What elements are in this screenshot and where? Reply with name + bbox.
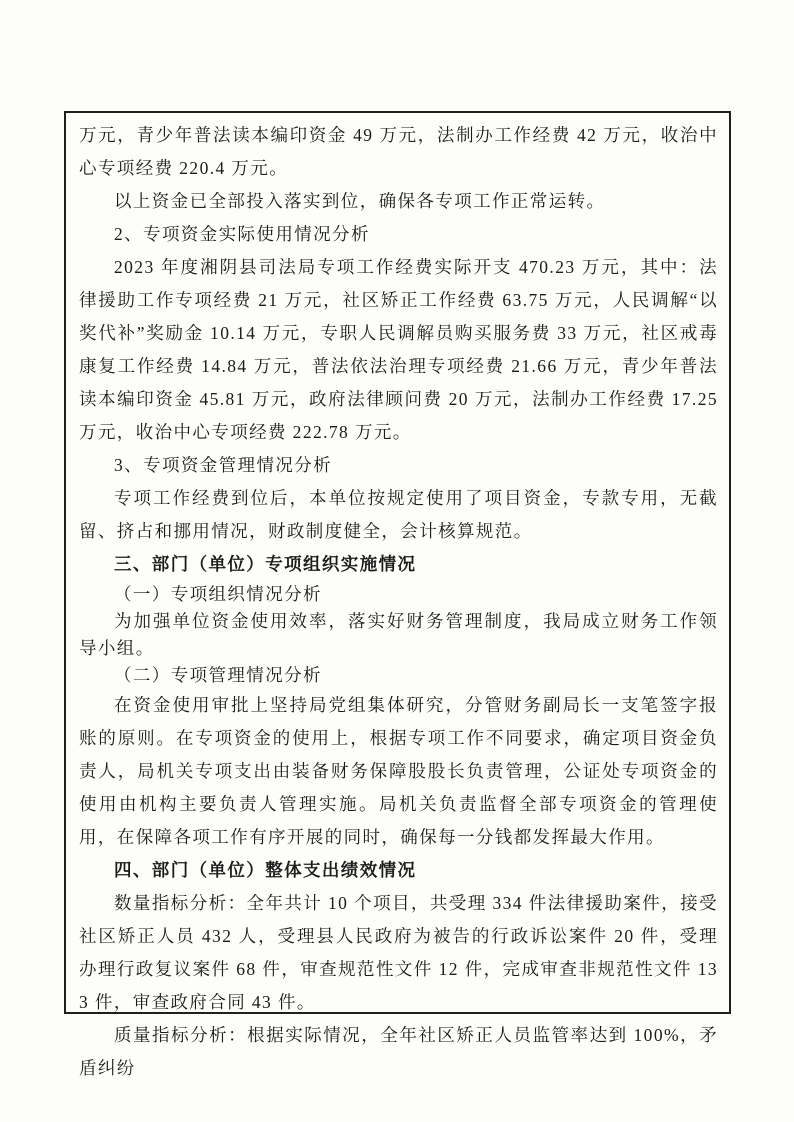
paragraph: （一）专项组织情况分析 [114,584,322,604]
paragraph: 在资金使用审批上坚持局党组集体研究，分管财务副局长一支笔签字报账的原则。在专项资金的使用上，根据专项工作不同要求，确定项目资金负责人，局机关专项支出由装备财务保障股股长负责管理，公证处专项资金的使用由机构主要负责人管理实施。局机关负责监督全部专项资金的管理使用，在保障各项工作有序开展的同时，确保每一分钱都发挥最大作用。 [79,695,718,847]
document-body [79,119,718,1078]
paragraph: 2023 年度湘阴县司法局专项工作经费实际开支 470.23 万元，其中：法律援助工作专项经费 21 万元，社区矫正工作经费 63.75 万元，人民调解“以奖代补”奖励金 10.14 万元，专职人民调解员购买服务费 33 万元，社区戒毒康复工作经费 14.84 万元，普法依法治理专项经费 21.66 万元，青少年普法读本编印资金 45.81 万元，政府法律顾问费 20 万元，法制办工作经费 17.25 万元，收治中心专项经费 222.78 万元。 [79,257,718,442]
paragraph: 为加强单位资金使用效率，落实好财务管理制度，我局成立财务工作领导小组。 [79,611,718,658]
section-heading: 四、部门（单位）整体支出绩效情况 [114,860,417,880]
section-heading: 三、部门（单位）专项组织实施情况 [114,554,417,574]
paragraph: 质量指标分析：根据实际情况，全年社区矫正人员监管率达到 100%，矛盾纠纷 [79,1025,718,1078]
paragraph: 以上资金已全部投入落实到位，确保各专项工作正常运转。 [114,191,606,211]
paragraph: 专项工作经费到位后，本单位按规定使用了项目资金，专款专用，无截留、挤占和挪用情况，财政制度健全，会计核算规范。 [79,488,718,541]
paragraph: 万元，青少年普法读本编印资金 49 万元，法制办工作经费 42 万元，收治中心专项经费 220.4 万元。 [79,125,718,178]
paragraph: 2、专项资金实际使用情况分析 [114,224,370,244]
paragraph: （二）专项管理情况分析 [114,665,322,685]
document-table-border [64,111,731,1078]
paragraph: 3、专项资金管理情况分析 [114,455,333,475]
paragraph: 数量指标分析：全年共计 10 个项目，共受理 334 件法律援助案件，接受社区矫正人员 432 人，受理县人民政府为被告的行政诉讼案件 20 件，受理办理行政复议案件 68 件，审查规范性文件 12 件，完成审查非规范性文件 133 件，审查政府合同 43 件。 [79,893,718,1012]
